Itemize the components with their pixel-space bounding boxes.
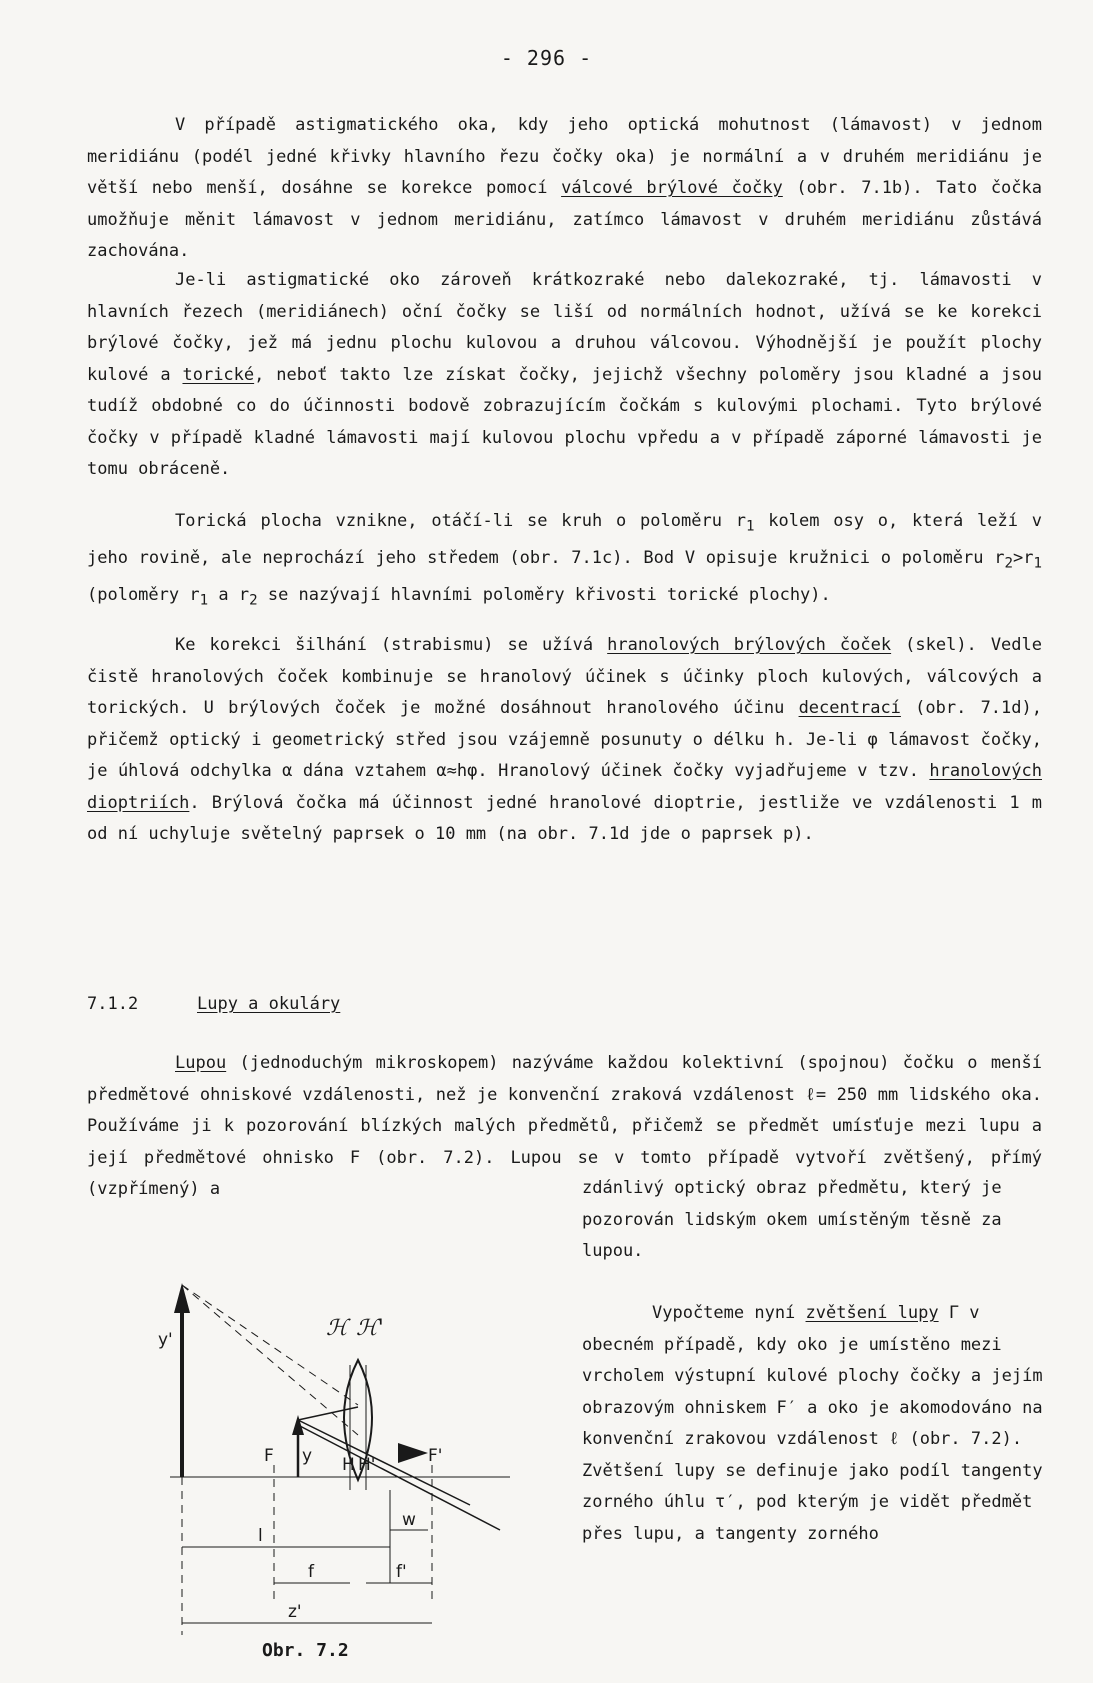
p3-sub-3: 1	[1033, 555, 1042, 572]
p4-text-c: (obr. 7.1d), přičemž optický i geometrický střed jsou vzájemně posunuty o délku h. Je-li φ lámavost čočky, je úhlová odchylka α dána vztahem α≈hφ. Hranolový účinek čočky vyjadřujeme v tzv.	[87, 698, 1042, 781]
figure-caption: Obr. 7.2	[262, 1640, 349, 1661]
p4-term-prism-diopters: hranolových dioptriích	[87, 761, 1042, 813]
ray-3	[298, 1407, 358, 1420]
ray-direction-arrow	[398, 1443, 428, 1463]
section-number: 7.1.2	[87, 994, 139, 1014]
label-calH: ℋ	[326, 1316, 348, 1341]
section-heading	[87, 994, 340, 1014]
section-title: Lupy a okuláry	[197, 994, 341, 1014]
figure-magnifier-diagram	[158, 1265, 510, 1635]
p5-text-a: (jednoduchým mikroskopem) nazýváme každou kolektivní (spojnou) čočku o menší předmětové ohniskové vzdálenosti, než je konvenční zraková vzdálenost ℓ= 250 mm lidského oka. Používáme ji k pozorování blízkých malých předmětů, přičemž se předmět umísťuje mezi lupu a její předmětové ohnisko F (obr. 7.2). Lupou se v tomto případě vytvoří zvětšený, přímý (vzpřímený) a	[87, 1053, 1042, 1199]
page-number: - 296 -	[500, 46, 593, 70]
virtual-image-arrowhead	[174, 1283, 190, 1313]
p1-text-a: V případě astigmatického oka, kdy jeho optická mohutnost (lámavost) v jednom meridiánu (podél jedné křivky hlavního řezu čočky oka) je normální a v druhém meridiánu je větší nebo menší, dosáhne se korekce pomocí	[87, 115, 1042, 198]
p1-term-cylindrical-lens: válcové brýlové čočky	[561, 178, 783, 198]
p3-sub-2: 2	[1004, 555, 1013, 572]
p3-sub-5: 2	[249, 592, 258, 609]
paragraph-toric-surface	[87, 506, 1042, 617]
label-Hp: H'	[358, 1455, 376, 1475]
label-l: l	[258, 1526, 263, 1546]
p6-term-magnification: zvětšení lupy	[805, 1303, 939, 1323]
p3-text-c: >r	[1012, 547, 1034, 568]
p3-sub-1: 1	[745, 518, 755, 535]
p5-text-cont: zdánlivý optický obraz předmětu, který je pozorován lidským okem umístěným těsně za lupou.	[582, 1178, 1002, 1261]
p6-text-b: Γ v obecném případě, kdy oko je umístěno mezi vrcholem výstupní kulové plochy čočky a jejím obrazovým ohniskem F′ a oko je akomodováno na konvenční zrakovou vzdálenost ℓ (obr. 7.2). Zvětšení lupy se definuje jako podíl tangenty zorného úhlu τ′, pod kterým je vidět předmět přes lupu, a tangenty zorného	[582, 1303, 1043, 1544]
p3-text-d: (poloměry r	[87, 584, 200, 605]
p2-text-b: , neboť takto lze získat čočky, jejichž všechny poloměry jsou kladné a jsou tudíž obdobné co do účinnosti bodově zobrazujícím čočkám s kulovými plochami. Tyto brýlové čočky v případě kladné lámavosti mají kulovou plochu vpředu a v případě záporné lámavosti je tomu obráceně.	[87, 364, 1042, 479]
label-H: H	[342, 1455, 355, 1475]
ray-1	[298, 1420, 470, 1505]
label-zp: z'	[288, 1602, 302, 1622]
p3-text-a: Torická plocha vznikne, otáčí-li se kruh o poloměru r	[175, 511, 746, 531]
p2-term-toric: torické	[182, 364, 255, 385]
paragraph-strabismus	[87, 630, 1042, 851]
ray-back-projection-1	[182, 1285, 358, 1405]
label-fp: f'	[396, 1562, 407, 1582]
label-y: y	[302, 1446, 313, 1466]
label-calHp: ℋ'	[356, 1316, 384, 1341]
p3-sub-4: 1	[199, 592, 209, 609]
p3-text-e: a r	[208, 584, 250, 605]
label-w: w	[402, 1510, 416, 1530]
paragraph-toric	[87, 265, 1042, 486]
label-Fp: F'	[428, 1446, 443, 1466]
p4-text-d: . Brýlová čočka má účinnost jedné hranolové dioptrie, jestliže ve vzdálenosti 1 m od ní uchyluje světelný paprsek o 10 mm (na obr. 7.1d jde o paprsek p).	[87, 792, 1042, 844]
object-arrowhead	[292, 1415, 304, 1435]
label-f: f	[308, 1562, 314, 1582]
p4-term-prism-lenses: hranolových brýlových čoček	[607, 635, 892, 655]
p4-term-decentration: decentrací	[798, 698, 901, 718]
label-yp: y'	[158, 1330, 173, 1350]
p2-text-a: Je-li astigmatické oko zároveň krátkozraké nebo dalekozraké, tj. lámavosti v hlavních řezech (meridiánech) oční čočky se liší od normálních hodnot, užívá se ke korekci brýlové čočky, jež má jednu plochu kulovou a druhou válcovou. Výhodnější je použít plochy kulové a	[87, 270, 1042, 385]
p6-text-a: Vypočteme nyní	[652, 1303, 806, 1323]
p1-text-b: (obr. 7.1b). Tato čočka umožňuje měnit lámavost v jednom meridiánu, zatímco lámavost v druhém meridiánu zůstává zachována.	[87, 178, 1042, 261]
p3-text-b: kolem osy o, která leží v jeho rovině, ale neprochází jeho středem (obr. 7.1c). Bod V opisuje kružnici o poloměru r	[87, 511, 1042, 568]
paragraph-astigmatism	[87, 110, 1042, 268]
p4-text-b: (skel). Vedle čistě hranolových čoček kombinuje se hranolový účinek s účinky ploch kulových, válcových a torických. U brýlových čoček je možné dosáhnout hranolového účinu	[87, 635, 1042, 718]
p4-text-a: Ke korekci šilhání (strabismu) se užívá	[175, 635, 608, 655]
p3-text-f: se nazývají hlavními poloměry křivosti torické plochy).	[257, 584, 831, 605]
p5-term-magnifier: Lupou	[175, 1053, 227, 1073]
paragraph-magnifier-cont	[582, 1173, 1044, 1268]
label-F: F	[264, 1446, 274, 1466]
paragraph-magnification	[582, 1298, 1044, 1550]
